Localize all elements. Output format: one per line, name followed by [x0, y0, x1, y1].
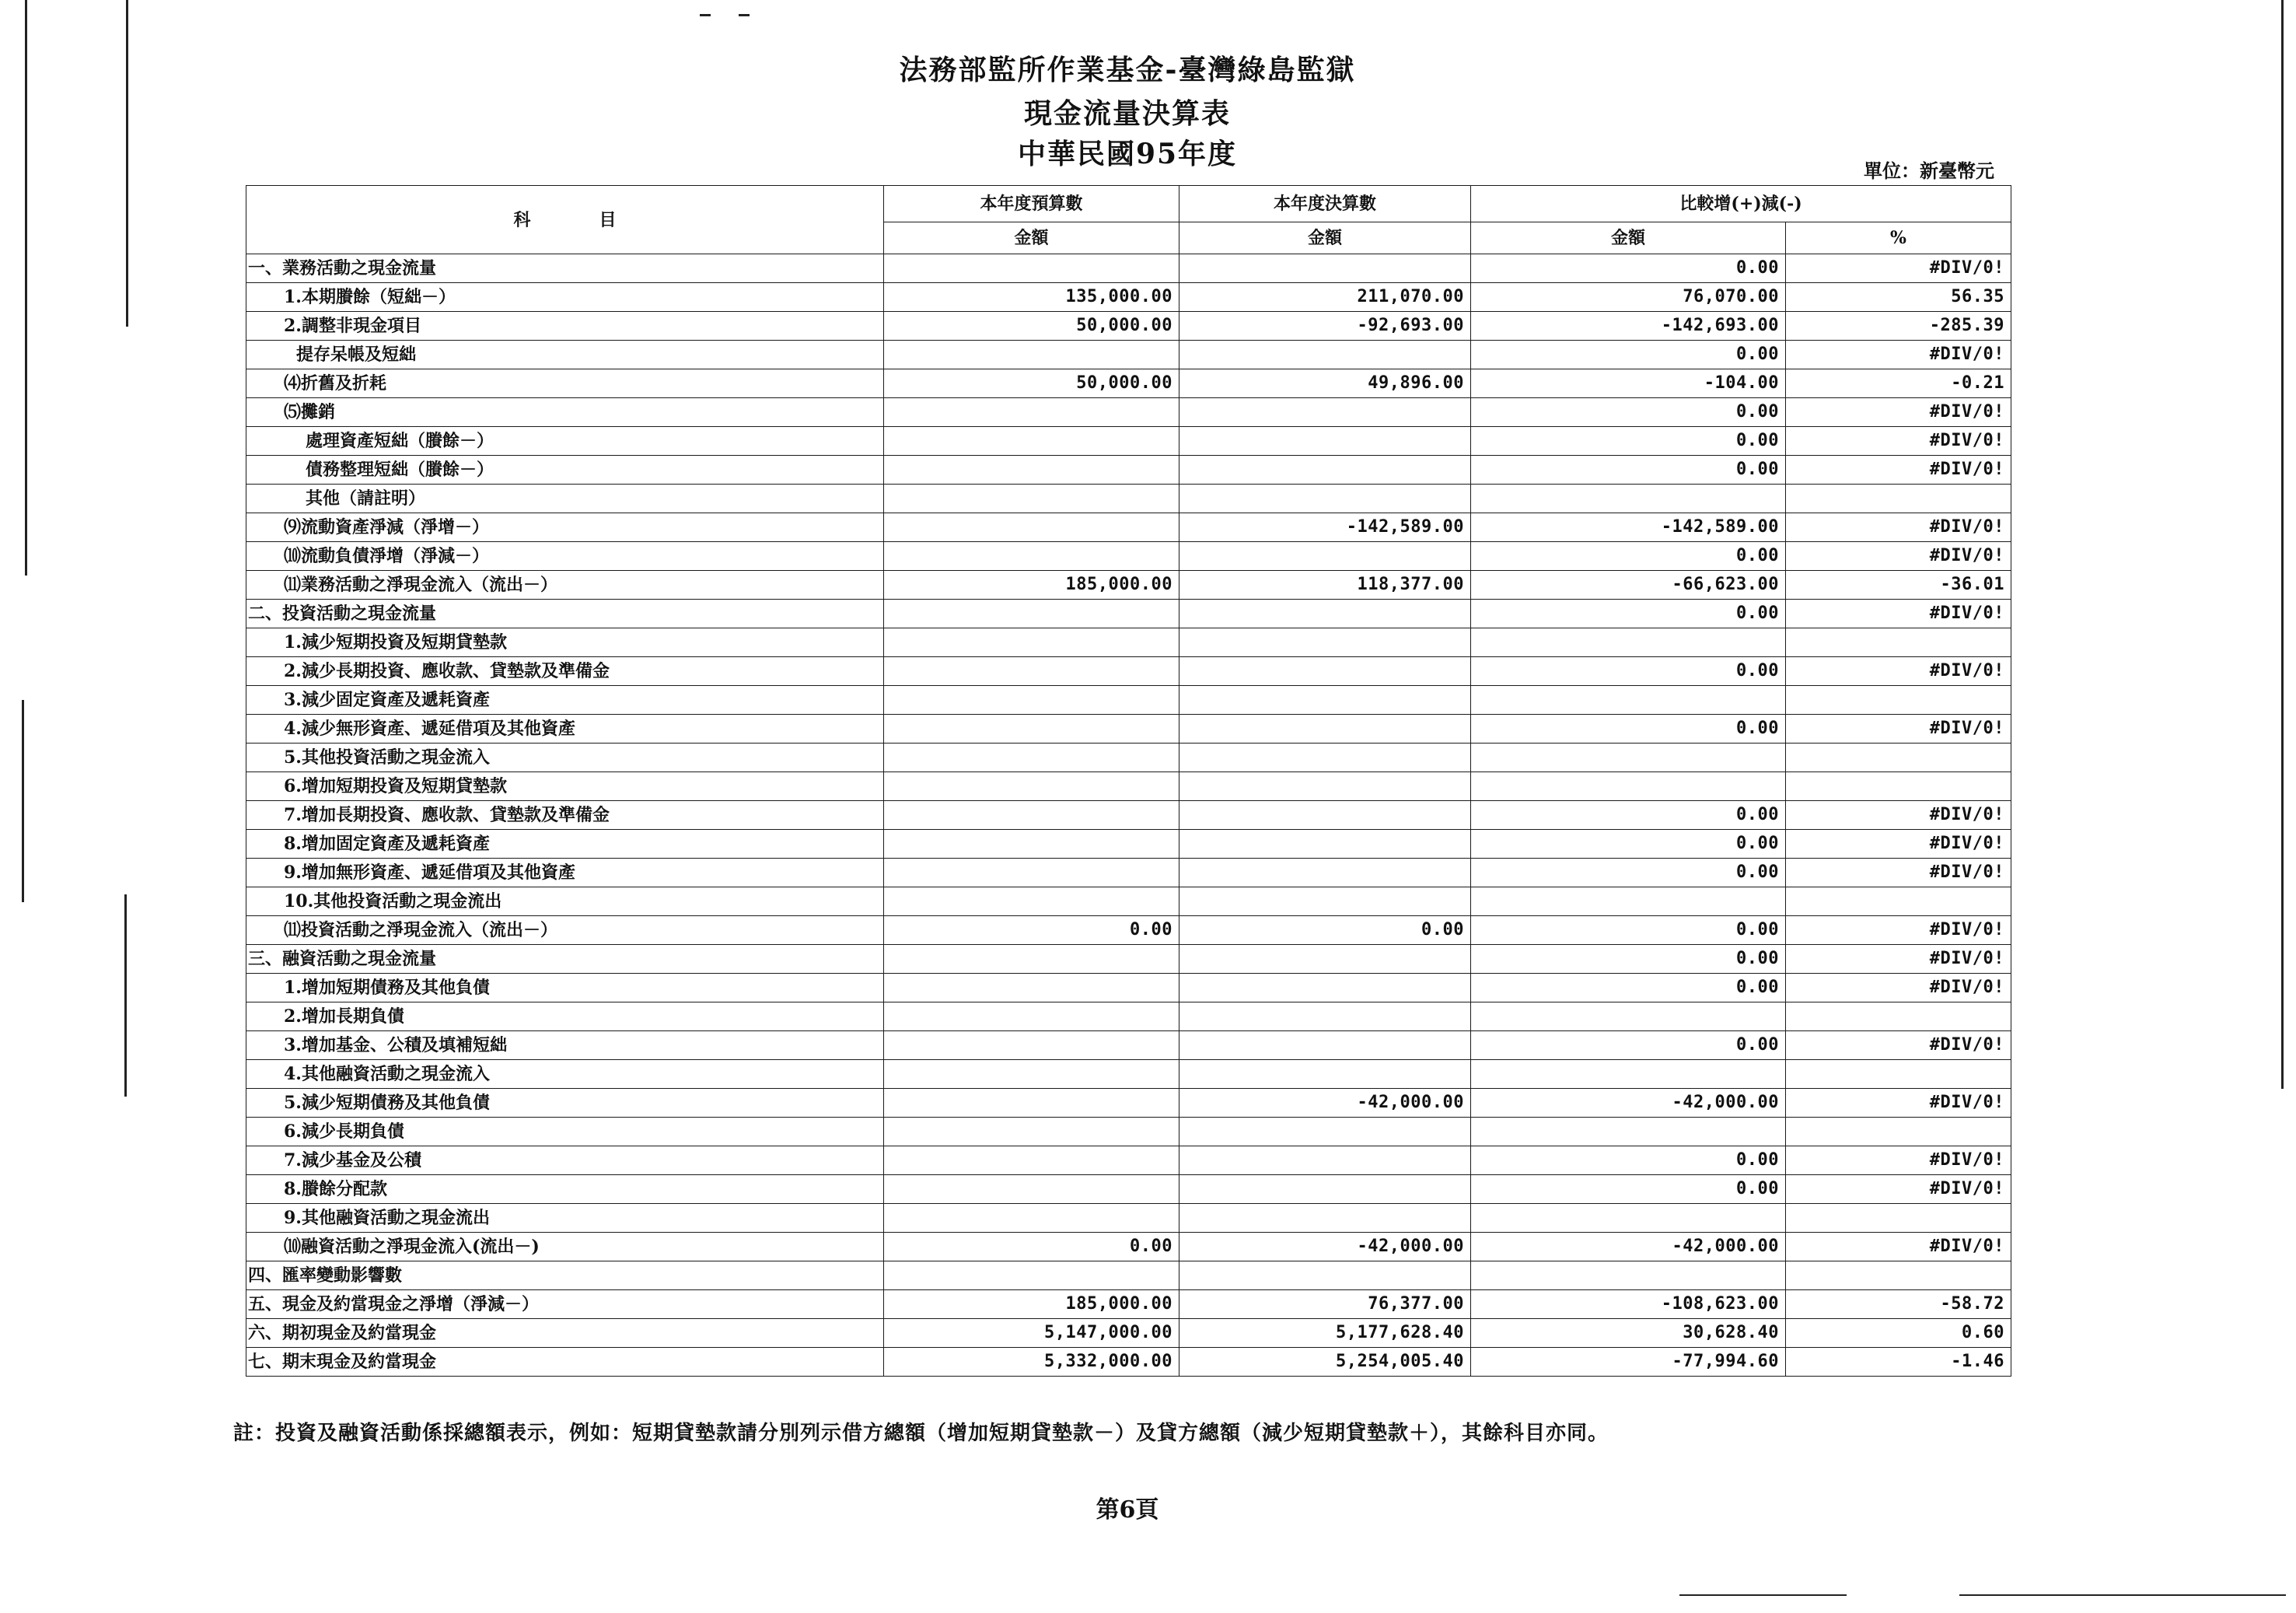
table-row [246, 1175, 2011, 1204]
report-org-title: 法務部監所作業基金-臺灣綠島監獄 [899, 54, 1356, 86]
row-actual-amount [1179, 542, 1471, 571]
row-item-label: ⑸攤銷 [246, 398, 884, 427]
table-row [246, 945, 2011, 974]
row-item-label: 三、融資活動之現金流量 [246, 945, 884, 974]
row-actual-amount [1179, 485, 1471, 513]
table-row [246, 1233, 2011, 1261]
currency-unit: 單位：新臺幣元 [1864, 159, 1994, 182]
subheader-diff-amount: 金額 [1471, 222, 1786, 254]
row-actual-amount [1179, 744, 1471, 772]
table-row [246, 341, 2011, 369]
row-diff-amount [1471, 744, 1786, 772]
row-actual-amount [1179, 1031, 1471, 1060]
row-budget-amount: 0.00 [884, 1233, 1179, 1261]
scan-edge-mark [124, 894, 127, 1097]
table-row [246, 369, 2011, 398]
row-diff-percent: #DIV/0! [1786, 801, 2011, 830]
row-actual-amount [1179, 427, 1471, 456]
row-item-label: 8.賸餘分配款 [246, 1175, 884, 1204]
row-item-label: 5.減少短期債務及其他負債 [246, 1089, 884, 1118]
table-row [246, 830, 2011, 859]
row-budget-amount [884, 744, 1179, 772]
row-diff-amount: 0.00 [1471, 542, 1786, 571]
row-budget-amount [884, 427, 1179, 456]
row-budget-amount [884, 542, 1179, 571]
row-actual-amount: -42,000.00 [1179, 1089, 1471, 1118]
table-row [246, 1002, 2011, 1031]
row-diff-amount [1471, 1002, 1786, 1031]
table-row [246, 485, 2011, 513]
row-actual-amount [1179, 686, 1471, 715]
row-actual-amount: -92,693.00 [1179, 312, 1471, 341]
col-header-item: 科 目 [246, 186, 884, 254]
row-item-label: ⑽融資活動之淨現金流入(流出－) [246, 1233, 884, 1261]
row-diff-amount: 0.00 [1471, 945, 1786, 974]
table-row [246, 1118, 2011, 1146]
row-actual-amount [1179, 1002, 1471, 1031]
row-diff-amount: 0.00 [1471, 859, 1786, 887]
footnote: 註：投資及融資活動係採總額表示，例如：短期貸墊款請分別列示借方總額（增加短期貸墊款－）及貸方總額（減少短期貸墊款＋），其餘科目亦同。 [233, 1422, 1609, 1445]
row-diff-percent: #DIV/0! [1786, 1233, 2011, 1261]
row-actual-amount: 0.00 [1179, 916, 1471, 945]
row-actual-amount [1179, 974, 1471, 1002]
row-actual-amount [1179, 945, 1471, 974]
row-diff-amount: 0.00 [1471, 1146, 1786, 1175]
table-row [246, 974, 2011, 1002]
row-item-label: 3.減少固定資產及遞耗資產 [246, 686, 884, 715]
row-actual-amount [1179, 398, 1471, 427]
row-diff-percent [1786, 887, 2011, 916]
table-row [246, 715, 2011, 744]
row-diff-percent: #DIV/0! [1786, 945, 2011, 974]
row-diff-amount: -142,693.00 [1471, 312, 1786, 341]
subheader-budget-amount: 金額 [884, 222, 1179, 254]
row-diff-percent: #DIV/0! [1786, 1175, 2011, 1204]
row-diff-percent: #DIV/0! [1786, 657, 2011, 686]
row-diff-amount: 0.00 [1471, 398, 1786, 427]
row-diff-amount: 76,070.00 [1471, 283, 1786, 312]
row-diff-amount [1471, 686, 1786, 715]
row-actual-amount [1179, 1261, 1471, 1290]
row-budget-amount: 0.00 [884, 916, 1179, 945]
row-diff-percent [1786, 744, 2011, 772]
col-header-actual: 本年度決算數 [1179, 186, 1471, 222]
row-diff-amount [1471, 1261, 1786, 1290]
table-row [246, 1031, 2011, 1060]
table-row [246, 686, 2011, 715]
row-diff-percent: #DIV/0! [1786, 513, 2011, 542]
row-diff-amount: 0.00 [1471, 916, 1786, 945]
table-row [246, 283, 2011, 312]
table-row [246, 571, 2011, 600]
row-budget-amount [884, 1146, 1179, 1175]
row-budget-amount [884, 859, 1179, 887]
row-diff-amount [1471, 887, 1786, 916]
report-title: 現金流量決算表 [1023, 97, 1231, 130]
row-item-label: 其他（請註明） [246, 485, 884, 513]
row-item-label: 3.增加基金、公積及填補短絀 [246, 1031, 884, 1060]
row-budget-amount [884, 657, 1179, 686]
row-diff-amount: 30,628.40 [1471, 1319, 1786, 1348]
subheader-actual-amount: 金額 [1179, 222, 1471, 254]
row-diff-percent: -1.46 [1786, 1348, 2011, 1377]
row-diff-percent: #DIV/0! [1786, 1031, 2011, 1060]
row-item-label: 債務整理短絀（賸餘－） [246, 456, 884, 485]
row-budget-amount: 50,000.00 [884, 312, 1179, 341]
row-diff-percent: #DIV/0! [1786, 600, 2011, 628]
row-diff-amount: 0.00 [1471, 341, 1786, 369]
row-item-label: 處理資產短絀（賸餘－） [246, 427, 884, 456]
row-actual-amount: 5,177,628.40 [1179, 1319, 1471, 1348]
row-item-label: 6.減少長期負債 [246, 1118, 884, 1146]
row-diff-percent [1786, 772, 2011, 801]
row-item-label: 2.減少長期投資、應收款、貸墊款及準備金 [246, 657, 884, 686]
scan-top-mark [739, 14, 750, 16]
row-item-label: 2.增加長期負債 [246, 1002, 884, 1031]
scan-edge-mark [22, 700, 24, 902]
table-row [246, 254, 2011, 283]
row-item-label: 7.減少基金及公積 [246, 1146, 884, 1175]
row-actual-amount [1179, 456, 1471, 485]
row-diff-amount: 0.00 [1471, 254, 1786, 283]
table-row [246, 1290, 2011, 1319]
bottom-rule [1959, 1594, 2286, 1596]
row-actual-amount [1179, 859, 1471, 887]
row-actual-amount [1179, 887, 1471, 916]
row-budget-amount [884, 513, 1179, 542]
row-diff-amount: 0.00 [1471, 600, 1786, 628]
table-row [246, 744, 2011, 772]
row-diff-percent [1786, 1002, 2011, 1031]
row-item-label: ⑼流動資產淨減（淨增－） [246, 513, 884, 542]
row-diff-amount [1471, 485, 1786, 513]
row-budget-amount: 135,000.00 [884, 283, 1179, 312]
row-diff-percent: #DIV/0! [1786, 456, 2011, 485]
row-budget-amount: 5,147,000.00 [884, 1319, 1179, 1348]
row-actual-amount [1179, 1118, 1471, 1146]
row-actual-amount [1179, 1146, 1471, 1175]
scan-edge-mark [2281, 0, 2284, 1089]
row-budget-amount [884, 254, 1179, 283]
row-budget-amount [884, 1002, 1179, 1031]
row-actual-amount: 5,254,005.40 [1179, 1348, 1471, 1377]
row-diff-amount: -66,623.00 [1471, 571, 1786, 600]
bottom-rule [1679, 1594, 1847, 1596]
row-budget-amount [884, 772, 1179, 801]
table-row [246, 657, 2011, 686]
row-budget-amount [884, 830, 1179, 859]
row-diff-percent: #DIV/0! [1786, 427, 2011, 456]
row-actual-amount [1179, 657, 1471, 686]
col-header-compare: 比較增(+)減(-) [1471, 186, 2011, 222]
row-diff-percent [1786, 628, 2011, 657]
row-item-label: 9.增加無形資產、遞延借項及其他資產 [246, 859, 884, 887]
row-item-label: ⑾投資活動之淨現金流入（流出－） [246, 916, 884, 945]
row-diff-percent: #DIV/0! [1786, 830, 2011, 859]
table-row [246, 772, 2011, 801]
row-budget-amount [884, 485, 1179, 513]
row-item-label: 4.減少無形資產、遞延借項及其他資產 [246, 715, 884, 744]
row-actual-amount [1179, 1204, 1471, 1233]
row-budget-amount [884, 1118, 1179, 1146]
scan-top-mark [700, 14, 711, 16]
row-diff-amount: 0.00 [1471, 974, 1786, 1002]
row-diff-percent [1786, 686, 2011, 715]
row-budget-amount: 185,000.00 [884, 1290, 1179, 1319]
row-diff-amount [1471, 1060, 1786, 1089]
row-actual-amount: -42,000.00 [1179, 1233, 1471, 1261]
row-actual-amount: 49,896.00 [1179, 369, 1471, 398]
row-diff-amount: -42,000.00 [1471, 1089, 1786, 1118]
row-budget-amount [884, 887, 1179, 916]
table-row [246, 801, 2011, 830]
row-diff-percent: #DIV/0! [1786, 974, 2011, 1002]
row-item-label: 七、期末現金及約當現金 [246, 1348, 884, 1377]
row-actual-amount: 211,070.00 [1179, 283, 1471, 312]
row-budget-amount: 5,332,000.00 [884, 1348, 1179, 1377]
row-diff-percent [1786, 1118, 2011, 1146]
row-item-label: 2.調整非現金項目 [246, 312, 884, 341]
table-row [246, 916, 2011, 945]
table-row [246, 887, 2011, 916]
row-diff-amount: -77,994.60 [1471, 1348, 1786, 1377]
row-item-label: 7.增加長期投資、應收款、貸墊款及準備金 [246, 801, 884, 830]
row-item-label: 四、匯率變動影響數 [246, 1261, 884, 1290]
row-diff-amount: 0.00 [1471, 1031, 1786, 1060]
row-budget-amount [884, 801, 1179, 830]
row-item-label: 6.增加短期投資及短期貸墊款 [246, 772, 884, 801]
row-diff-amount: 0.00 [1471, 427, 1786, 456]
row-budget-amount [884, 945, 1179, 974]
row-diff-percent [1786, 485, 2011, 513]
row-item-label: 五、現金及約當現金之淨增（淨減－） [246, 1290, 884, 1319]
table-row [246, 427, 2011, 456]
row-budget-amount [884, 1060, 1179, 1089]
row-item-label: ⑽流動負債淨增（淨減－） [246, 542, 884, 571]
table-row [246, 1261, 2011, 1290]
row-diff-percent [1786, 1060, 2011, 1089]
row-diff-amount: 0.00 [1471, 830, 1786, 859]
table-row [246, 513, 2011, 542]
row-budget-amount [884, 398, 1179, 427]
table-row [246, 600, 2011, 628]
row-diff-amount [1471, 772, 1786, 801]
row-budget-amount [884, 456, 1179, 485]
row-diff-amount: 0.00 [1471, 1175, 1786, 1204]
row-diff-percent: #DIV/0! [1786, 859, 2011, 887]
row-diff-percent: #DIV/0! [1786, 542, 2011, 571]
row-actual-amount [1179, 1060, 1471, 1089]
row-diff-amount: -104.00 [1471, 369, 1786, 398]
row-actual-amount [1179, 600, 1471, 628]
row-item-label: 六、期初現金及約當現金 [246, 1319, 884, 1348]
row-item-label: ⑷折舊及折耗 [246, 369, 884, 398]
row-item-label: 8.增加固定資產及遞耗資產 [246, 830, 884, 859]
row-diff-amount: -42,000.00 [1471, 1233, 1786, 1261]
row-diff-amount [1471, 628, 1786, 657]
table-row [246, 1060, 2011, 1089]
table-row [246, 312, 2011, 341]
row-budget-amount [884, 1261, 1179, 1290]
row-item-label: 5.其他投資活動之現金流入 [246, 744, 884, 772]
page-number: 第6頁 [1096, 1496, 1159, 1524]
row-diff-percent: #DIV/0! [1786, 254, 2011, 283]
row-diff-amount: 0.00 [1471, 715, 1786, 744]
table-row [246, 1089, 2011, 1118]
row-actual-amount [1179, 254, 1471, 283]
table-header-row [246, 186, 2011, 222]
table-row [246, 456, 2011, 485]
row-diff-percent: #DIV/0! [1786, 715, 2011, 744]
row-diff-percent: -0.21 [1786, 369, 2011, 398]
row-diff-percent: #DIV/0! [1786, 398, 2011, 427]
row-diff-percent [1786, 1204, 2011, 1233]
row-item-label: 1.增加短期債務及其他負債 [246, 974, 884, 1002]
row-item-label: ⑾業務活動之淨現金流入（流出－） [246, 571, 884, 600]
row-actual-amount [1179, 801, 1471, 830]
row-diff-percent: #DIV/0! [1786, 1089, 2011, 1118]
row-budget-amount [884, 1031, 1179, 1060]
table-row [246, 859, 2011, 887]
row-actual-amount [1179, 715, 1471, 744]
table-row [246, 398, 2011, 427]
subheader-percent: % [1786, 222, 2011, 254]
row-actual-amount: 76,377.00 [1179, 1290, 1471, 1319]
row-item-label: 二、投資活動之現金流量 [246, 600, 884, 628]
row-diff-percent: 56.35 [1786, 283, 2011, 312]
table-row [246, 1319, 2011, 1348]
row-item-label: 9.其他融資活動之現金流出 [246, 1204, 884, 1233]
report-year: 中華民國95年度 [1017, 138, 1238, 170]
row-diff-amount [1471, 1204, 1786, 1233]
row-actual-amount [1179, 1175, 1471, 1204]
table-row [246, 542, 2011, 571]
row-item-label: 1.本期賸餘（短絀－） [246, 283, 884, 312]
col-header-budget: 本年度預算數 [884, 186, 1179, 222]
row-actual-amount: -142,589.00 [1179, 513, 1471, 542]
row-budget-amount [884, 974, 1179, 1002]
row-actual-amount [1179, 830, 1471, 859]
row-diff-percent: #DIV/0! [1786, 916, 2011, 945]
row-diff-amount: -142,589.00 [1471, 513, 1786, 542]
row-diff-amount: 0.00 [1471, 801, 1786, 830]
row-budget-amount [884, 628, 1179, 657]
cash-flow-table [246, 185, 2011, 1377]
row-budget-amount [884, 1175, 1179, 1204]
row-diff-percent: -285.39 [1786, 312, 2011, 341]
row-diff-amount: 0.00 [1471, 657, 1786, 686]
row-budget-amount: 50,000.00 [884, 369, 1179, 398]
row-budget-amount [884, 341, 1179, 369]
row-item-label: 1.減少短期投資及短期貸墊款 [246, 628, 884, 657]
row-diff-percent: #DIV/0! [1786, 341, 2011, 369]
row-actual-amount [1179, 628, 1471, 657]
row-item-label: 提存呆帳及短絀 [246, 341, 884, 369]
row-item-label: 一、業務活動之現金流量 [246, 254, 884, 283]
row-budget-amount [884, 1089, 1179, 1118]
row-actual-amount [1179, 341, 1471, 369]
table-body [246, 254, 2011, 1377]
row-budget-amount [884, 686, 1179, 715]
table-row [246, 1146, 2011, 1175]
row-budget-amount [884, 715, 1179, 744]
row-diff-percent: #DIV/0! [1786, 1146, 2011, 1175]
table-row [246, 1348, 2011, 1377]
row-diff-amount [1471, 1118, 1786, 1146]
row-budget-amount [884, 1204, 1179, 1233]
row-diff-percent: -58.72 [1786, 1290, 2011, 1319]
row-budget-amount [884, 600, 1179, 628]
row-item-label: 4.其他融資活動之現金流入 [246, 1060, 884, 1089]
row-actual-amount [1179, 772, 1471, 801]
table-row [246, 628, 2011, 657]
table-row [246, 1204, 2011, 1233]
row-actual-amount: 118,377.00 [1179, 571, 1471, 600]
row-diff-percent: 0.60 [1786, 1319, 2011, 1348]
row-diff-percent [1786, 1261, 2011, 1290]
row-item-label: 10.其他投資活動之現金流出 [246, 887, 884, 916]
row-diff-percent: -36.01 [1786, 571, 2011, 600]
row-budget-amount: 185,000.00 [884, 571, 1179, 600]
row-diff-amount: 0.00 [1471, 456, 1786, 485]
row-diff-amount: -108,623.00 [1471, 1290, 1786, 1319]
